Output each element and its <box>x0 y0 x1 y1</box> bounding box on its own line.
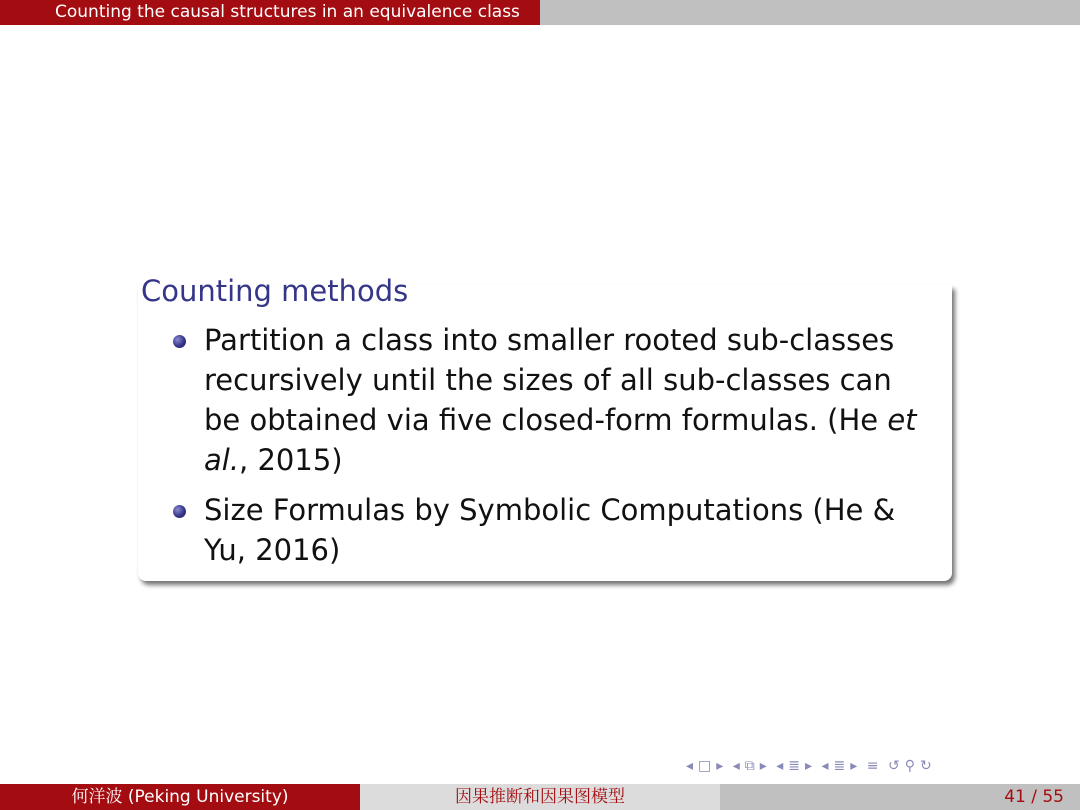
page-number: 41 / 55 <box>720 784 1080 810</box>
list-item <box>138 320 918 480</box>
bullet-list <box>138 320 918 580</box>
navigation-controls <box>686 758 937 778</box>
header-bar <box>0 0 1080 25</box>
arrow-left-icon[interactable]: ◂ <box>776 758 784 774</box>
item-text-tail: , 2015) <box>239 443 343 477</box>
item-text: Partition a class into smaller rooted sub-classes recursively until the sizes of all sub-classes can be obtained via five closed-form formulas. (He <box>204 323 895 437</box>
item-emphasis: et al. <box>204 403 917 477</box>
redo-icon[interactable]: ↻ <box>919 758 932 774</box>
search-icon[interactable]: ⚲ <box>904 758 915 774</box>
section-icon[interactable]: ≣ <box>788 758 801 774</box>
footer-author: 何洋波 (Peking University) <box>0 784 360 810</box>
arrow-right-icon[interactable]: ▸ <box>716 758 724 774</box>
block-title: Counting methods <box>141 274 409 308</box>
footer-bar <box>0 784 1080 810</box>
align-icon[interactable]: ≡ <box>866 758 879 774</box>
arrow-right-icon[interactable]: ▸ <box>759 758 767 774</box>
item-text: Size Formulas by Symbolic Computations (He & Yu, 2016) <box>204 493 896 567</box>
bullet-icon <box>173 505 186 518</box>
frame-icon[interactable]: □ <box>698 758 712 774</box>
arrow-left-icon[interactable]: ◂ <box>732 758 740 774</box>
list-item <box>138 490 918 570</box>
arrow-right-icon[interactable]: ▸ <box>805 758 813 774</box>
arrow-right-icon[interactable]: ▸ <box>850 758 858 774</box>
arrow-left-icon[interactable]: ◂ <box>821 758 829 774</box>
footer-title: 因果推断和因果图模型 <box>360 784 720 810</box>
section-icon[interactable]: ≣ <box>833 758 846 774</box>
undo-icon[interactable]: ↺ <box>887 758 900 774</box>
section-title: Counting the causal structures in an equivalence class <box>0 0 540 25</box>
subsection-icon[interactable]: ⧉ <box>744 758 755 774</box>
arrow-left-icon[interactable]: ◂ <box>686 758 694 774</box>
bullet-icon <box>173 335 186 348</box>
